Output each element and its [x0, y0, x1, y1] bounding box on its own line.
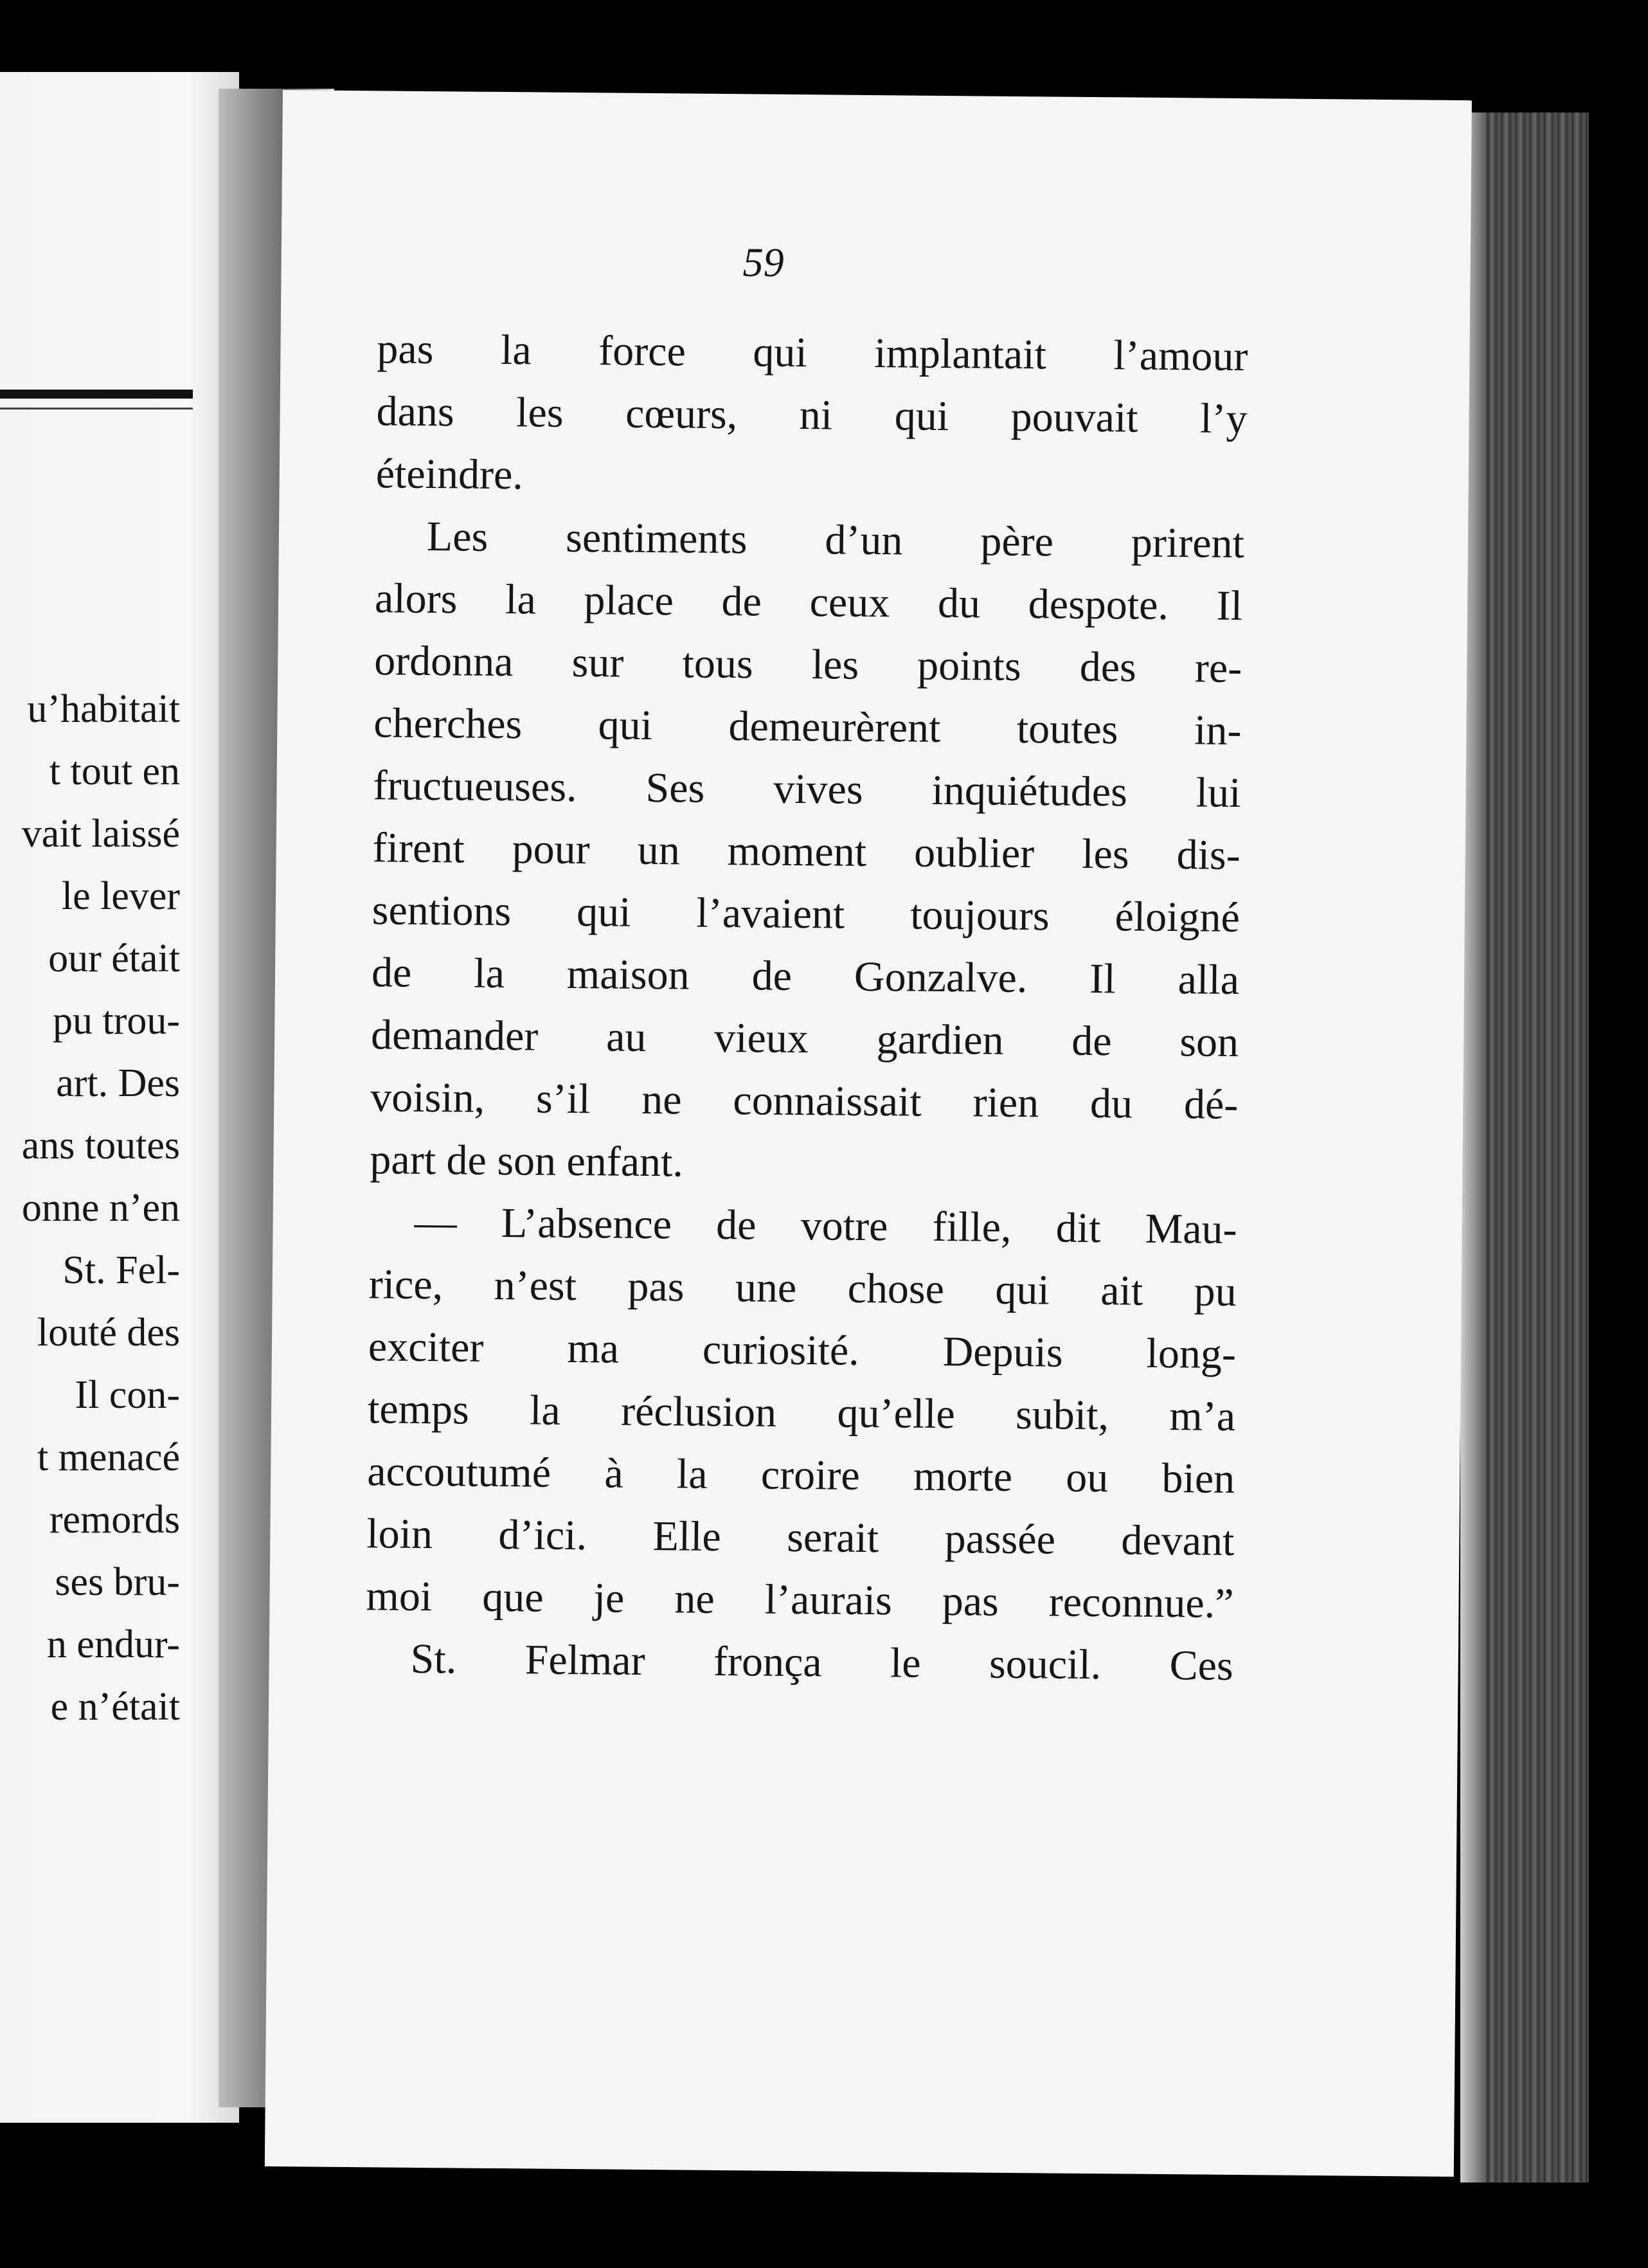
text-line: fructueuses. Ses vives inquiétudes lui	[373, 762, 1241, 817]
page-number: 59	[742, 239, 784, 285]
text-line: dans les cœurs, ni qui pouvait l’y	[376, 388, 1248, 443]
text-line: voisin, s’il ne connaissait rien du dé-	[370, 1074, 1239, 1129]
text-line: part de son enfant.	[370, 1136, 684, 1186]
left-page-line: art. Des	[56, 1061, 180, 1105]
right-page	[265, 90, 1472, 2177]
text-line: St. Felmar fronça le soucil. Ces	[410, 1635, 1233, 1689]
left-page	[0, 72, 239, 2123]
left-page-line: St. Fel-	[62, 1248, 180, 1292]
text-line: cherches qui demeurèrent toutes in-	[373, 699, 1242, 755]
text-line: rice, n’est pas une chose qui ait pu	[368, 1261, 1237, 1316]
left-page-line: le lever	[61, 874, 180, 918]
left-page-line: u’habitait	[27, 687, 180, 731]
left-page-line: our était	[48, 937, 180, 980]
text-line: ordonna sur tous les points des re-	[373, 637, 1242, 692]
text-line: demander au vieux gardien de son	[370, 1011, 1239, 1066]
text-line: sentions qui l’avaient toujours éloigné	[372, 887, 1240, 942]
left-page-line: remords	[49, 1498, 180, 1542]
text-line: exciter ma curiosité. Depuis long-	[368, 1323, 1237, 1378]
text-line: moi que je ne l’aurais pas reconnue.”	[366, 1572, 1234, 1627]
text-line: firent pour un moment oublier les dis-	[372, 824, 1240, 879]
left-page-line: e n’était	[50, 1685, 180, 1729]
text-line: éteindre.	[375, 450, 524, 499]
text-line: pas la force qui implantait l’amour	[377, 325, 1248, 381]
left-page-line: t menacé	[37, 1436, 180, 1479]
text-line: alors la place de ceux du despote. Il	[374, 575, 1243, 630]
text-line: — L’absence de votre fille, dit Mau-	[414, 1198, 1237, 1254]
left-page-line: ses bru-	[55, 1560, 180, 1604]
text-line: de la maison de Gonzalve. Il alla	[371, 949, 1240, 1004]
left-page-line: ans toutes	[21, 1124, 180, 1167]
left-page-line: pu trou-	[52, 999, 180, 1043]
text-line: loin d’ici. Elle serait passée devant	[366, 1510, 1235, 1565]
left-page-line: onne n’en	[21, 1186, 180, 1230]
left-page-line: vait laissé	[21, 812, 180, 856]
text-line: accoutumé à la croire morte ou bien	[366, 1448, 1235, 1503]
left-page-line: n endur-	[46, 1623, 180, 1666]
left-page-line: t tout en	[49, 750, 180, 793]
left-page-line: louté des	[37, 1311, 180, 1354]
chapter-rule-thin	[0, 408, 193, 410]
left-page-line: Il con-	[75, 1373, 180, 1417]
chapter-rule	[0, 390, 193, 399]
text-line: temps la réclusion qu’elle subit, m’a	[367, 1385, 1236, 1441]
text-line: Les sentiments d’un père prirent	[426, 512, 1245, 568]
